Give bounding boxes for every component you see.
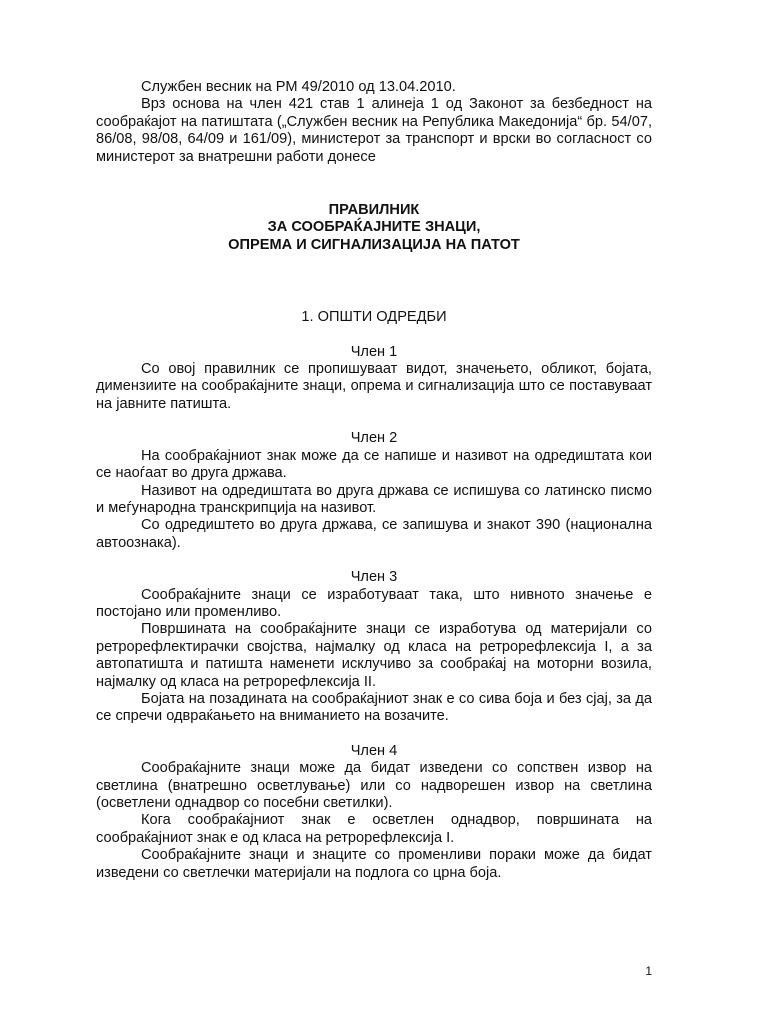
article-3-paragraph-3: Бојата на позадината на сообраќајниот знак е со сива боја и без сјај, за да се спречи одвраќањето на вниманието на возачите.	[96, 690, 652, 725]
article-3-heading: Член 3	[350, 569, 398, 586]
article-4-heading: Член 4	[350, 742, 398, 759]
article-2-paragraph-3: Со одредиштето во друга држава, се запишува и знакот 390 (национална автоознака).	[96, 517, 652, 551]
page-number: 1	[645, 964, 652, 978]
article-2-heading: Член 2	[350, 430, 398, 447]
article-3-paragraph-2: Површината на сообраќајните знаци се изработува од материјали со ретрорефлектирачки својства, најмалку од класа на ретрорефлексија I, а за автопатишта и патишта наменети исклучиво за сообраќај на моторни возила, најмалку од класа на ретрорефлексија II.	[96, 621, 652, 690]
document-body	[96, 79, 652, 882]
article-2-paragraph-1: На сообраќајниот знак може да се напише и називот на одредиштата кои се наоѓаат во друга држава.	[96, 447, 652, 482]
article-4-paragraph-3: Сообраќајните знаци и знаците со променливи пораки може да бидат изведени со светлечки материјали на подлога со црна боја.	[96, 847, 652, 881]
article-1-heading: Член 1	[350, 343, 398, 360]
title-line-1: ПРАВИЛНИК	[328, 202, 420, 219]
section-heading: 1. ОПШТИ ОДРЕДБИ	[301, 309, 447, 326]
article-1-paragraph-1: Со овој правилник се пропишуваат видот, значењето, обликот, бојата, димензиите на сообраќајните знаци, опрема и сигнализација што се поставуваат на јавните патишта.	[96, 361, 652, 412]
article-4-paragraph-1: Сообраќајните знаци може да бидат изведени со сопствен извор на светлина (внатрешно осветлување) или со надворешен извор на светлина (осветлени однадвор со посебни светилки).	[96, 760, 652, 811]
title-line-2: ЗА СООБРАЌАЈНИТЕ ЗНАЦИ,	[267, 219, 481, 236]
article-3-paragraph-1: Сообраќајните знаци се изработуваат така, што нивното значење е постојано или променливо.	[96, 586, 652, 620]
article-2-paragraph-2: Називот на одредиштата во друга држава се испишува со латинско писмо и меѓународна транскрипција на називот.	[96, 482, 652, 516]
gazette-reference: Службен весник на РМ 49/2010 од 13.04.2010.	[141, 79, 456, 95]
document-title	[96, 202, 652, 254]
preamble: Врз основа на член 421 став 1 алинеја 1 од Законот за безбедност на сообраќајот на патиштата („Службен весник на Република Македонија“ бр. 54/07, 86/08, 98/08, 64/09 и 161/09), министерот за транспорт и врски во согласност со министерот за внатрешни работи донесе	[96, 96, 652, 165]
article-4-paragraph-2: Кога сообраќајниот знак е осветлен однадвор, површината на сообраќајниот знак е од класа на ретрорефлексија I.	[96, 812, 652, 846]
title-line-3: ОПРЕМА И СИГНАЛИЗАЦИЈА НА ПАТОТ	[228, 236, 520, 253]
